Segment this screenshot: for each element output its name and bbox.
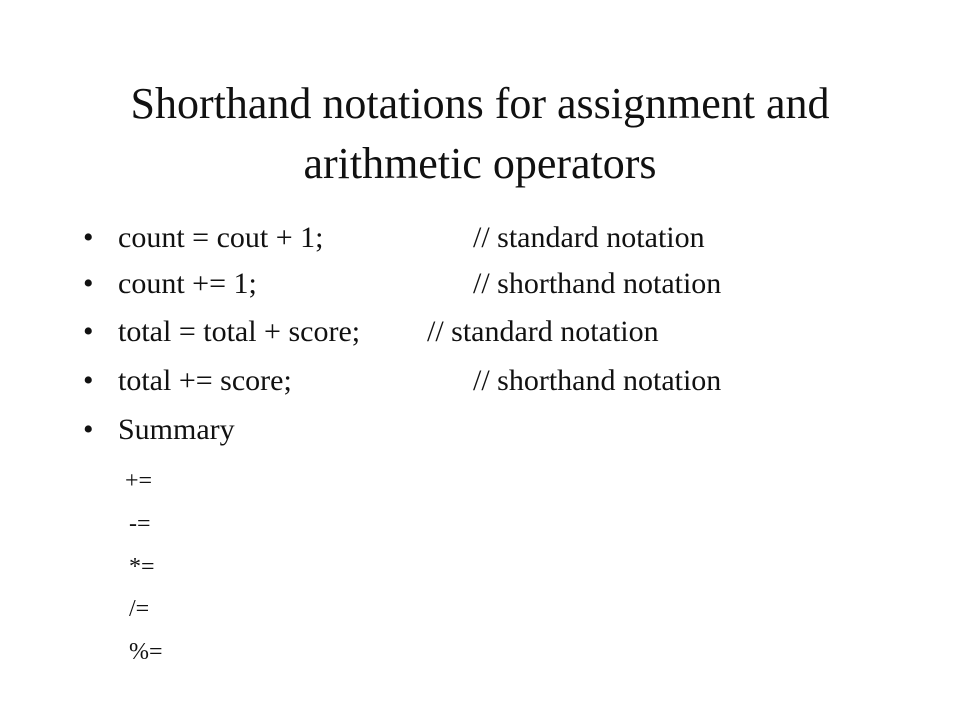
slide-title-line-1: Shorthand notations for assignment and (130, 79, 830, 128)
bullet-dot: • (83, 413, 94, 446)
bullet-code: count = cout + 1; (118, 221, 324, 254)
bullet-comment: // shorthand notation (473, 267, 722, 300)
bullet-code: count += 1; (118, 267, 257, 300)
summary-operator: -= (129, 511, 151, 537)
summary-heading: Summary (118, 413, 235, 446)
bullet-dot: • (83, 364, 94, 397)
summary-operator: *= (129, 554, 155, 580)
bullet-dot: • (83, 315, 94, 348)
summary-operator: += (125, 468, 153, 494)
bullet-comment: // shorthand notation (473, 364, 722, 397)
bullet-comment: // standard notation (427, 315, 659, 348)
summary-operator: %= (129, 639, 163, 665)
bullet-comment: // standard notation (473, 221, 705, 254)
bullet-dot: • (83, 267, 94, 300)
slide-title-line-2: arithmetic operators (303, 139, 657, 188)
bullet-code: total = total + score; (118, 315, 361, 348)
bullet-code: total += score; (118, 364, 292, 397)
summary-operator: /= (129, 596, 150, 622)
bullet-dot: • (83, 221, 94, 254)
